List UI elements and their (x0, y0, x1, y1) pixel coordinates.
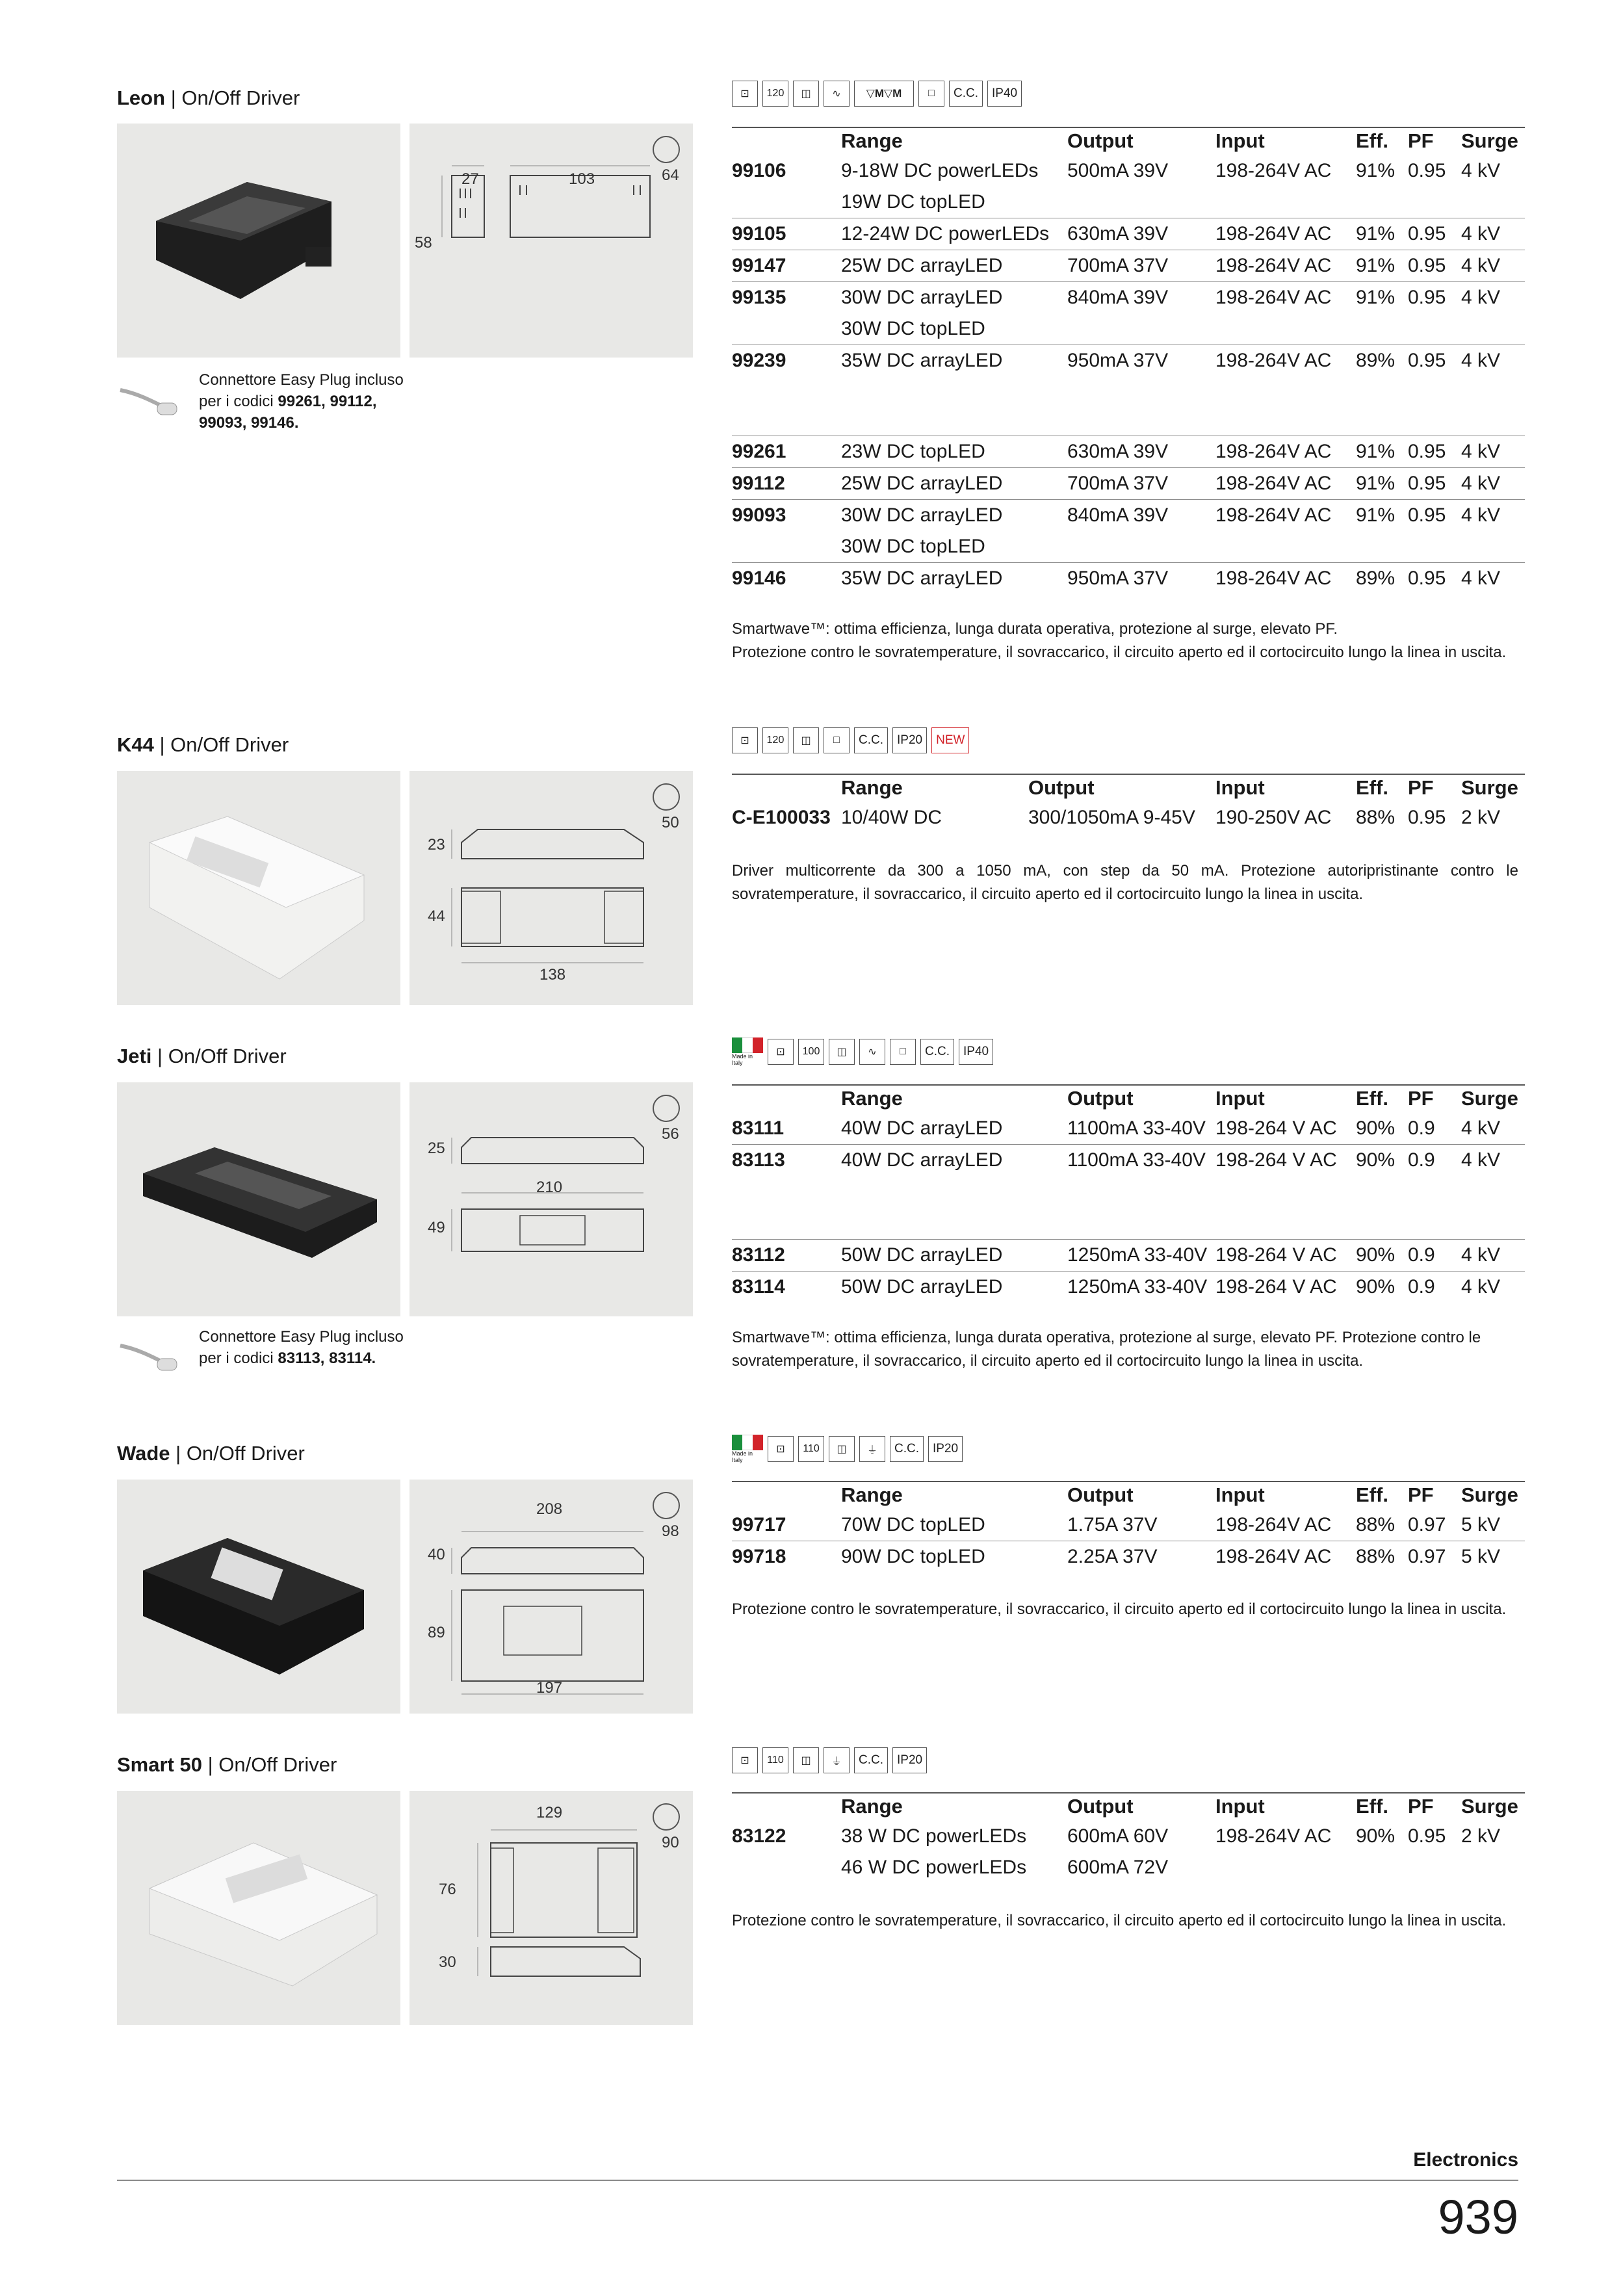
dim-length: 138 (539, 966, 566, 984)
temperature-icon (653, 137, 679, 163)
class-ii-icon: ◫ (829, 1436, 855, 1462)
easy-plug-note-leon: Connettore Easy Plug incluso per i codici 99261, 99112, 99093, 99146. (199, 371, 404, 432)
made-in-italy-flag: Made in Italy (732, 1037, 763, 1066)
page-number: 939 (1438, 2190, 1518, 2244)
cc-icon: C.C. (854, 1747, 888, 1773)
surge-icon: ∿ (859, 1039, 885, 1065)
spec-table-leon-easyplug (732, 436, 1525, 594)
product-title-k44: K44 | On/Off Driver (117, 733, 289, 756)
cc-icon: C.C. (920, 1039, 954, 1065)
selv-icon: ⊡ (732, 727, 758, 753)
description-wade: Protezione contro le sovratemperature, il sovraccarico, il circuito aperto ed il cortocircuito lungo la linea in uscita. (732, 1600, 1507, 1618)
class-ii-icon: ◫ (829, 1039, 855, 1065)
driver-photo (117, 771, 400, 1005)
driver-photo (117, 1791, 400, 2025)
class-icon: □ (824, 727, 850, 753)
temp-rating-icon: 120 (762, 727, 788, 753)
table-row: 83112 50W DC arrayLED 1250mA 33-40V 198-264 V AC 90% 0.9 4 kV (732, 1240, 1525, 1272)
driver-photo (117, 1480, 400, 1714)
earth-icon: ⏚ (859, 1436, 885, 1462)
table-row: 99093 30W DC arrayLED 840mA 39V 198-264V AC 91% 0.95 4 kV (732, 500, 1525, 532)
surge-icon: ∿ (824, 81, 850, 107)
cc-icon: C.C. (949, 81, 983, 107)
table-row: 99239 35W DC arrayLED 950mA 37V 198-264V AC 89% 0.95 4 kV (732, 345, 1525, 377)
spec-table-wade: Range Output Input Eff. PF Surge 99717 70W DC topLED 1.75A 37V 198-264V AC 88% 0.97 5 kV 99718 90W DC topLED 2.25A 37V 198-264V AC 88% 0.97 5 kV (732, 1481, 1525, 1572)
product-drawing-leon (409, 124, 693, 358)
dim-tc: 90 (662, 1834, 679, 1851)
ip-rating-icon: IP40 (987, 81, 1022, 107)
product-drawing-smart50 (409, 1791, 693, 2025)
col-surge: Surge (1461, 127, 1525, 155)
selv-icon: ⊡ (732, 81, 758, 107)
table-row: 99146 35W DC arrayLED 950mA 37V 198-264V AC 89% 0.95 4 kV (732, 563, 1525, 595)
dim-height: 25 (428, 1140, 445, 1157)
table-row: 99261 23W DC topLED 630mA 39V 198-264V AC 91% 0.95 4 kV (732, 436, 1525, 468)
table-row: 99717 70W DC topLED 1.75A 37V 198-264V AC 88% 0.97 5 kV (732, 1514, 1501, 1535)
dimension-drawing (409, 1082, 693, 1316)
spec-table-k44: Range Output Input Eff. PF Surge C-E100033 10/40W DC 300/1050mA 9-45V 190-250V AC 88% 0.95 2 kV (732, 774, 1525, 833)
easy-plug-connector-icon (117, 377, 182, 423)
table-row: 19W DC topLED (841, 191, 985, 213)
driver-photo (117, 1082, 400, 1316)
product-photo-jeti (117, 1082, 400, 1316)
easy-plug-connector-icon (117, 1333, 182, 1378)
spec-table-jeti-easyplug (732, 1239, 1525, 1303)
dim-length: 208 (536, 1500, 563, 1518)
product-drawing-jeti (409, 1082, 693, 1316)
dim-width: 44 (428, 907, 445, 925)
footer-divider (117, 2180, 1518, 2181)
class-ii-icon: ◫ (793, 1747, 819, 1773)
table-row: 99147 25W DC arrayLED 700mA 37V 198-264V AC 91% 0.95 4 kV (732, 250, 1525, 282)
dim-length: 103 (569, 170, 595, 188)
ip-rating-icon: IP20 (892, 727, 927, 753)
table-row: 99718 90W DC topLED 2.25A 37V 198-264V AC 88% 0.97 5 kV (732, 1541, 1525, 1573)
dim-tc: 64 (662, 166, 679, 184)
table-row: C-E100033 10/40W DC 300/1050mA 9-45V 190-250V AC 88% 0.95 2 kV (732, 807, 1501, 828)
product-photo-k44 (117, 771, 400, 1005)
temp-rating-icon: 120 (762, 81, 788, 107)
dim-tc: 98 (662, 1522, 679, 1540)
description-k44: Driver multicorrente da 300 a 1050 mA, con step da 50 mA. Protezione autoripristinante contro le sovratemperature, il sovraccarico, il circuito aperto ed il cortocircuito lungo la linea in uscita. (732, 862, 1518, 903)
class-ii-icon: ◫ (793, 727, 819, 753)
new-badge: NEW (931, 727, 969, 753)
ip-rating-icon: IP20 (892, 1747, 927, 1773)
temp-rating-icon: 110 (798, 1436, 824, 1462)
dim-width: 49 (428, 1219, 445, 1236)
table-row: 30W DC topLED (841, 318, 985, 339)
dim-length: 210 (536, 1179, 563, 1196)
dim-width: 76 (439, 1881, 456, 1898)
dim-height: 30 (439, 1953, 456, 1971)
table-row: 83113 40W DC arrayLED 1100mA 33-40V 198-264 V AC 90% 0.9 4 kV (732, 1145, 1525, 1177)
dim-base-length: 197 (536, 1679, 563, 1697)
cc-icon: C.C. (890, 1436, 924, 1462)
earth-icon: ⏚ (824, 1747, 850, 1773)
spec-table-smart50: Range Output Input Eff. PF Surge 83122 38 W DC powerLEDs 600mA 60V 198-264V AC 90% 0.95 2 kV 46 W DC powerLEDs 600mA 72V (732, 1792, 1525, 1883)
spec-table-leon (732, 127, 1525, 376)
cc-icon: C.C. (854, 727, 888, 753)
spec-table-jeti: Range Output Input Eff. PF Surge 83111 40W DC arrayLED 1100mA 33-40V 198-264 V AC 90% 0.9 4 kV 83113 40W DC arrayLED 1100mA 33-40V 198-264 V AC 90% 0.9 4 kV (732, 1084, 1525, 1176)
footer-section-title: Electronics (1413, 2149, 1518, 2171)
table-row: 83122 38 W DC powerLEDs 600mA 60V 198-264V AC 90% 0.95 2 kV (732, 1825, 1501, 1847)
product-title-leon: Leon | On/Off Driver (117, 86, 300, 109)
table-row: 83111 40W DC arrayLED 1100mA 33-40V 198-264 V AC 90% 0.9 4 kV (732, 1117, 1501, 1139)
table-row: 99105 12-24W DC powerLEDs 630mA 39V 198-264V AC 91% 0.95 4 kV (732, 218, 1525, 250)
class-ii-icon: ◫ (793, 81, 819, 107)
description-leon: Smartwave™: ottima efficienza, lunga durata operativa, protezione al surge, elevato PF. Protezione contro le sovratemperature, il sovraccarico, il circuito aperto ed il cortocircuito lungo la linea in uscita. (732, 620, 1507, 661)
dimension-drawing (409, 1791, 693, 2025)
dim-tc: 50 (662, 814, 679, 831)
col-input: Input (1215, 127, 1356, 155)
dim-tc: 56 (662, 1125, 679, 1143)
product-drawing-wade (409, 1480, 693, 1714)
driver-photo (117, 124, 400, 358)
product-title-jeti: Jeti | On/Off Driver (117, 1045, 287, 1067)
selv-icon: ⊡ (732, 1747, 758, 1773)
certification-icons-wade (732, 1435, 963, 1463)
temperature-icon (653, 784, 679, 810)
temperature-icon (653, 1493, 679, 1519)
col-eff: Eff. (1356, 127, 1408, 155)
table-row: 46 W DC powerLEDs 600mA 72V (841, 1857, 1169, 1878)
selv-icon: ⊡ (768, 1039, 794, 1065)
selv-icon: ⊡ (768, 1436, 794, 1462)
ip-rating-icon: IP20 (928, 1436, 963, 1462)
temp-rating-icon: 110 (762, 1747, 788, 1773)
made-in-italy-flag: Made in Italy (732, 1435, 763, 1463)
table-row: 99112 25W DC arrayLED 700mA 37V 198-264V AC 91% 0.95 4 kV (732, 468, 1525, 500)
description-smart50: Protezione contro le sovratemperature, il sovraccarico, il circuito aperto ed il cortocircuito lungo la linea in uscita. (732, 1912, 1507, 1929)
certification-icons-jeti (732, 1037, 993, 1066)
mm-icon: ▽ M ▽ M (854, 81, 914, 107)
product-photo-smart50 (117, 1791, 400, 2025)
dim-height: 58 (415, 234, 432, 252)
dim-length: 129 (536, 1804, 563, 1821)
class-icon: □ (918, 81, 944, 107)
product-drawing-k44 (409, 771, 693, 1005)
ip-rating-icon: IP40 (959, 1039, 993, 1065)
dim-height: 40 (428, 1546, 445, 1563)
table-row: 83114 50W DC arrayLED 1250mA 33-40V 198-264 V AC 90% 0.9 4 kV (732, 1272, 1525, 1303)
table-row: 99135 30W DC arrayLED 840mA 39V 198-264V AC 91% 0.95 4 kV (732, 282, 1525, 314)
class-icon: □ (890, 1039, 916, 1065)
product-photo-leon (117, 124, 400, 358)
col-output: Output (1067, 127, 1215, 155)
temperature-icon (653, 1095, 679, 1121)
col-pf: PF (1408, 127, 1461, 155)
description-jeti: Smartwave™: ottima efficienza, lunga durata operativa, protezione al surge, elevato PF. Protezione contro le sovratemperature, il sovraccarico, il circuito aperto ed il cortocircuito lungo la linea in uscita. (732, 1329, 1481, 1370)
table-row: 99106 9-18W DC powerLEDs 500mA 39V 198-264V AC 91% 0.95 4 kV (732, 160, 1501, 181)
col-range: Range (841, 127, 1067, 155)
product-title-wade: Wade | On/Off Driver (117, 1442, 305, 1465)
product-photo-wade (117, 1480, 400, 1714)
temperature-icon (653, 1804, 679, 1830)
dim-depth: 27 (461, 170, 479, 188)
easy-plug-note-jeti: Connettore Easy Plug incluso per i codici 83113, 83114. (199, 1328, 404, 1367)
dim-width: 89 (428, 1624, 445, 1641)
dimension-drawing (409, 124, 693, 358)
certification-icons-k44 (732, 726, 969, 755)
product-title-smart50: Smart 50 | On/Off Driver (117, 1753, 337, 1776)
dim-height: 23 (428, 836, 445, 854)
table-row: 30W DC topLED (841, 536, 985, 557)
certification-icons-leon (732, 79, 1022, 108)
temp-rating-icon: 100 (798, 1039, 824, 1065)
certification-icons-smart50 (732, 1746, 927, 1775)
